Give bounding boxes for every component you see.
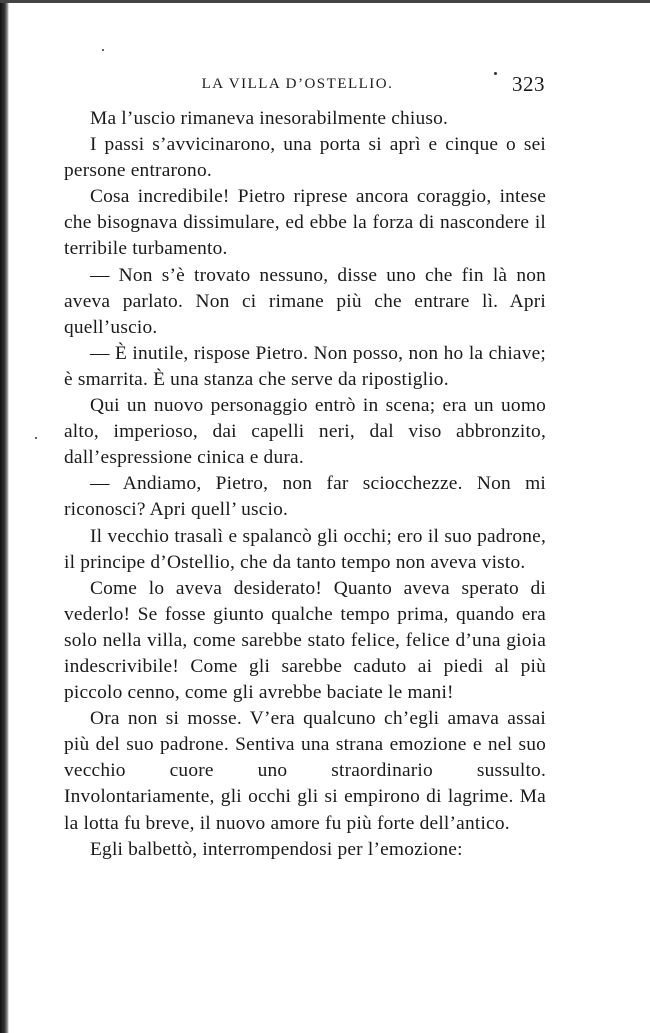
- page-top-edge: [0, 0, 650, 3]
- paragraph: — Non s’è trovato nessuno, disse uno che fin là non aveva parlato. Non ci rimane più che entrare lì. Apri quell’uscio.: [64, 264, 546, 338]
- paragraph: Come lo aveva desiderato! Quanto aveva sperato di vederlo! Se fosse giunto qualche tempo prima, quando era solo nella villa, come sarebbe stato felice, felice d’una gioia indescrivibile! Come gli sarebbe caduto ai piedi al più piccolo cenno, come gli avrebbe baciate le mani!: [64, 577, 546, 704]
- paragraph: Ma l’uscio rimaneva inesorabilmente chiuso.: [90, 108, 449, 129]
- print-speck: [494, 72, 497, 75]
- paragraph: I passi s’avvicinarono, una porta si aprì e cinque o sei persone entrarono.: [64, 134, 546, 182]
- paragraph: Il vecchio trasalì e spalancò gli occhi; ero il suo padrone, il principe d’Ostellio, che da tanto tempo non aveva visto.: [64, 525, 546, 573]
- print-speck: [102, 49, 104, 51]
- paragraph: Ora non si mosse. V’era qualcuno ch’egli amava assai più del suo padrone. Sentiva una strana emozione e nel suo vecchio cuore uno straordinario sussulto. Involontariamente, gli occhi gli si empirono di lagrime. Ma la lotta fu breve, il nuovo amore fu più forte dell’antico.: [64, 708, 546, 834]
- paragraph: — Andiamo, Pietro, non far sciocchezze. Non mi riconosci? Apri quell’ uscio.: [64, 473, 546, 521]
- paragraph: Cosa incredibile! Pietro riprese ancora coraggio, intese che bisognava dissimulare, ed ebbe la forza di nascondere il terribile turbamento.: [64, 186, 546, 260]
- print-speck: [35, 437, 37, 439]
- running-title: LA VILLA D’OSTELLIO.: [201, 76, 394, 92]
- paragraph: Qui un nuovo personaggio entrò in scena; era un uomo alto, imperioso, dai capelli neri, dal viso abbronzito, dall’espressione cinica e dura.: [64, 395, 546, 469]
- page-header: [90, 72, 545, 102]
- paragraph: Egli balbettò, interrompendosi per l’emozione:: [90, 838, 463, 860]
- paragraph: — È inutile, rispose Pietro. Non posso, non ho la chiave; è smarrita. È una stanza che serve da ripostiglio.: [64, 342, 546, 390]
- body-text: [64, 106, 546, 863]
- page-number: 323: [512, 72, 545, 96]
- page-binding-shadow: [0, 0, 9, 1033]
